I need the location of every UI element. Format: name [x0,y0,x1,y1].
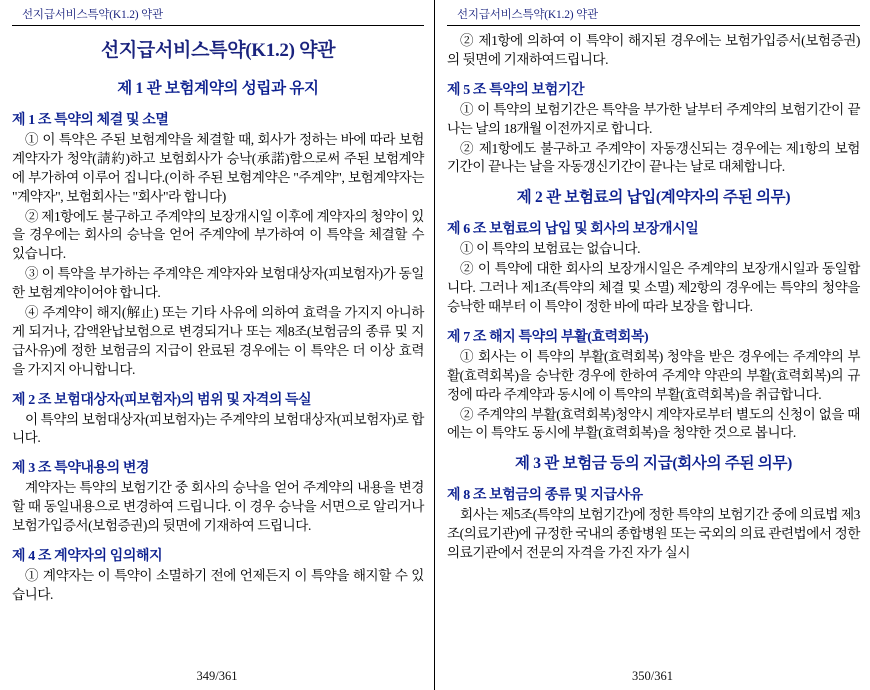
article-heading: 제 3 조 특약내용의 변경 [12,461,150,477]
running-head-right: 선지급서비스특약(K1.2) 약관 [447,6,860,26]
article-paragraph: ② 이 특약에 대한 회사의 보장개시일은 주계약의 보장개시일과 동일합니다. 그러나 제1조(특약의 체결 및 소멸) 제2항의 경우에는 특약의 청약을 승낙한 때부터 이 특약이 정한 바에 따라 보장을 합니다. [447,261,860,315]
article-paragraph: ② 제1항에도 불구하고 주계약의 보장개시일 이후에 계약자의 청약이 있을 경우에는 회사의 승낙을 얻어 주계약에 부가하여 이 특약을 체결할 수 있습니다. [12,208,424,262]
article-heading: 제 5 조 특약의 보험기간 [447,82,585,98]
page-right [435,0,870,690]
article-heading: 제 4 조 계약자의 임의해지 [12,549,163,565]
article-paragraph: 이 특약의 보험대상자(피보험자)는 주계약의 보험대상자(피보험자)로 합니다. [12,411,424,446]
article-paragraph: ① 계약자는 이 특약이 소멸하기 전에 언제든지 이 특약을 해지할 수 있습니다. [12,568,424,602]
article-block [12,389,424,449]
article-paragraph: ① 이 특약은 주된 보험계약을 체결할 때, 회사가 정하는 바에 따라 보험계약자가 청약(請約)하고 보험회사가 승낙(承諾)함으로써 주된 보험계약에 부가하여 이루어 집니다.(이하 주된 보험계약은 "주계약", 보험계약자는 "계약자", 보험회사는 "회사"라 합니다) [12,132,424,204]
page-number-left: 349/361 [196,669,238,683]
article-heading: 제 1 조 특약의 체결 및 소멸 [12,113,169,128]
article-heading: 제 6 조 보험료의 납입 및 회사의 보장개시일 [447,222,699,238]
article-heading: 제 2 조 보험대상자(피보험자)의 범위 및 자격의 득실 [12,392,312,408]
part-heading-3: 제 3 관 보험금 등의 지급(회사의 주된 의무) [515,455,792,473]
document-title: 선지급서비스특약(K1.2) 약관 [100,40,336,61]
article-paragraph: ① 이 특약의 보험기간은 특약을 부가한 날부터 주계약의 보험기간이 끝나는 날의 18개월 이전까지로 합니다. [447,101,860,136]
article-paragraph: ② 주계약의 부활(효력회복)청약시 계약자로부터 별도의 신청이 없을 때에는 이 특약도 동시에 부활(효력회복)을 청약한 것으로 봅니다. [447,406,860,441]
article-block [12,109,424,380]
part-heading-1: 제 1 관 보험계약의 성립과 유지 [117,80,319,97]
article-block [12,457,424,536]
article-paragraph: ④ 주계약이 해지(解止) 또는 기타 사유에 의하여 효력을 가지지 아니하게 되거나, 감액완납보험으로 변경되거나 또는 제8조(보험금의 종류 및 지급사유)에 정한 보험금의 지급이 완료된 경우에는 이 특약은 더 이상 효력을 가지지 아니합니다. [12,305,424,377]
article-block [12,545,424,605]
article-block [447,484,860,563]
article-block [447,79,860,178]
part-heading-2: 제 2 관 보험료의 납입(계약자의 주된 의무) [516,189,791,207]
article-paragraph: ③ 이 특약을 부가하는 주계약은 계약자와 보험대상자(피보험자)가 동일한 보험계약이어야 합니다. [12,266,424,301]
article-paragraph: 회사는 제5조(특약의 보험기간)에 정한 특약의 보험기간 중에 의료법 제3조(의료기관)에 규정한 국내의 종합병원 또는 국외의 의료 관련법에서 정한 의료기관에서 전문의 자격을 가진 자가 실시 [447,507,860,561]
article-paragraph: ② 제1항에도 불구하고 주계약이 자동갱신되는 경우에는 제1항의 보험기간이 끝나는 날을 자동갱신기간이 끝나는 날로 대체합니다. [447,140,860,175]
continued-paragraph: ② 제1항에 의하여 이 특약이 해지된 경우에는 보험가입증서(보험증권)의 뒷면에 기재하여드립니다. [447,33,860,67]
article-heading: 제 7 조 해지 특약의 부활(효력회복) [447,329,649,345]
article-block [447,326,860,443]
running-head-left: 선지급서비스특약(K1.2) 약관 [12,6,424,26]
article-paragraph: 계약자는 특약의 보험기간 중 회사의 승낙을 얻어 주계약의 내용을 변경할 때 동일내용으로 변경하여 드립니다. 이 경우 승낙을 서면으로 알리거나 보험가입증서(보험증권)의 뒷면에 기재하여 드립니다. [12,480,424,534]
article-block [447,218,860,317]
page-number-right: 350/361 [632,669,673,683]
article-paragraph: ① 회사는 이 특약의 부활(효력회복) 청약을 받은 경우에는 주계약의 부활(효력회복)을 승낙한 경우에 한하여 주계약 약관의 부활(효력회복)의 규정에 따라 주계약과 동시에 이 특약의 부활(효력회복)을 취급합니다. [447,348,860,402]
article-paragraph: ① 이 특약의 보험료는 없습니다. [460,241,641,257]
article-heading: 제 8 조 보험금의 종류 및 지급사유 [447,488,643,504]
